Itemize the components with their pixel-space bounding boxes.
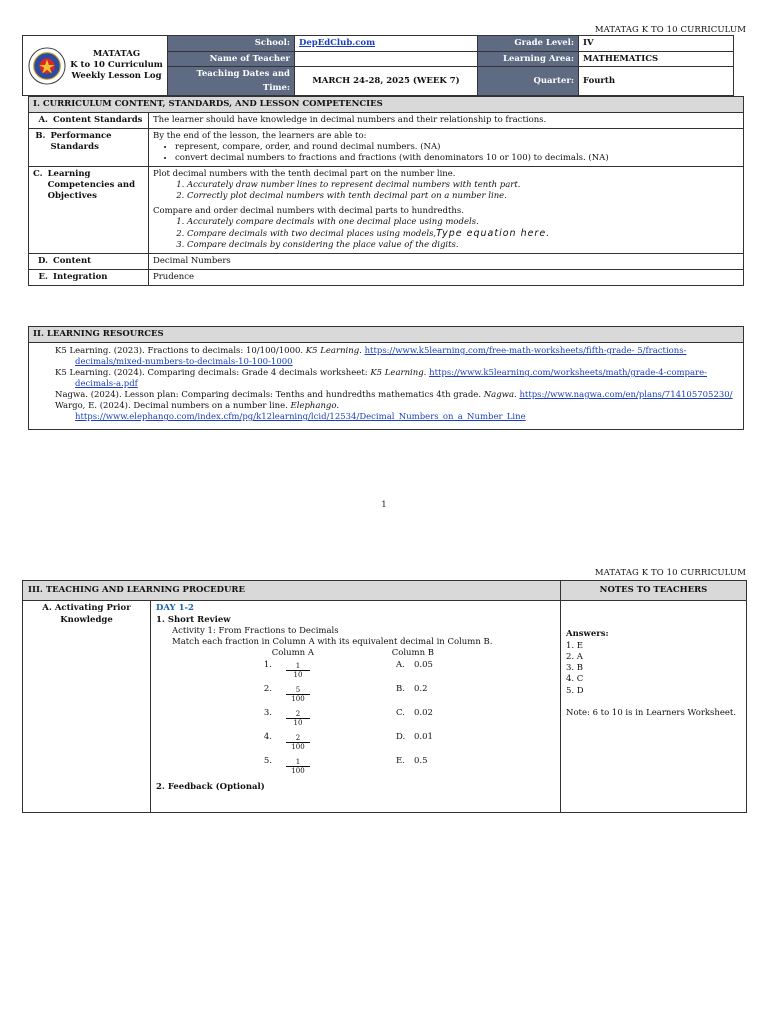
area-value: MATHEMATICS <box>579 51 734 67</box>
curriculum-label: MATATAG K TO 10 CURRICULUM <box>594 25 746 35</box>
integration-label: E. Integration <box>29 270 149 286</box>
list-item: • convert decimal numbers to fractions and fractions (with denominators 10 or 100) to decimals. (NA) <box>175 153 739 164</box>
fraction: $\frac{1}{10}$ <box>286 660 396 679</box>
worksheet-note: Note: 6 to 10 is in Learners Worksheet. <box>566 708 737 719</box>
performance-standards-label: B. Performance Standards <box>29 129 149 167</box>
grade-value: IV <box>579 36 734 52</box>
teacher-label: Name of Teacher <box>168 51 295 67</box>
day-label: DAY 1-2 <box>156 603 194 614</box>
activity-content: DAY 1-2 1. Short Review Activity 1: From Fractions to Decimals Match each fraction in Column A with its equivalent decimal in Column B. Column A Column B 1. $\frac{1}{10}$ A. 0.05 2. $\frac{5}{100}$ B. 0.2 3. $\frac{2}{10}$ C. 0.02 4. $\frac{2}{100}$ D. 0.01 5. $\frac{1}{100}$ E. 0.5 2. Feedback (Optional) <box>151 601 561 813</box>
quarter-value: Fourth <box>579 67 734 96</box>
curriculum-label-page2: MATATAG K TO 10 CURRICULUM <box>594 568 746 578</box>
list-item: 1. Accurately draw number lines to represent decimal numbers with tenth part. <box>187 180 739 191</box>
decimal-value: 0.5 <box>414 755 428 766</box>
answer-item: 2. A <box>566 651 583 662</box>
reference-item: K5 Learning. (2023). Fractions to decimals: 10/100/1000. K5 Learning. https://www.k5learning.com/free-math-worksheets/fifth-grade- 5/fractions-decimals/mixed-numbers-to-decimals-10-100-1000 <box>55 346 687 367</box>
table-row <box>156 660 555 684</box>
content-text: Decimal Numbers <box>149 254 744 270</box>
reference-item: Wargo, E. (2024). Decimal numbers on a number line. Elephango. https://www.elephango.com/index.cfm/pg/k12learning/lcid/12534/Decimal_Numbers_on_a_Number_Line <box>55 401 526 422</box>
teacher-value <box>295 51 478 67</box>
content-standards-label: A. Content Standards <box>29 113 149 129</box>
header-table <box>22 35 734 96</box>
section1-heading: I. CURRICULUM CONTENT, STANDARDS, AND LESSON COMPETENCIES <box>29 97 744 113</box>
reference-item: K5 Learning. (2024). Comparing decimals: Grade 4 decimals worksheet: K5 Learning. https://www.k5learning.com/worksheets/math/grade-4-compare-decimals-a.pdf <box>55 368 707 389</box>
reference-link[interactable]: https://www.elephango.com/index.cfm/pg/k12learning/lcid/12534/Decimal_Numbers_on_a_Number_Line <box>75 412 526 422</box>
deped-seal-icon <box>28 47 66 85</box>
section2-heading: II. LEARNING RESOURCES <box>29 327 744 343</box>
list-item: 2. Compare decimals with two decimal places using models,Type equation here. <box>187 228 739 240</box>
table-row <box>156 684 555 708</box>
option-letter: E. <box>396 755 405 766</box>
column-a-heading: Column A <box>271 648 314 659</box>
grade-label: Grade Level: <box>478 36 579 52</box>
school-label: School: <box>168 36 295 52</box>
reference-list <box>29 343 744 430</box>
area-label: Learning Area: <box>478 51 579 67</box>
option-letter: D. <box>396 731 406 742</box>
quarter-label: Quarter: <box>478 67 579 96</box>
resources-section <box>28 326 744 430</box>
notes-heading: NOTES TO TEACHERS <box>561 581 747 601</box>
list-item: 3. Compare decimals by considering the place value of the digits. <box>187 240 739 251</box>
reference-link[interactable]: https://www.nagwa.com/en/plans/714105705230/ <box>519 390 733 400</box>
decimal-value: 0.02 <box>414 707 433 718</box>
table-row <box>156 708 555 732</box>
curriculum-section <box>28 96 744 286</box>
item-number: 1. <box>263 659 272 670</box>
notes-content: Answers: 1. E 2. A 3. B 4. C 5. D Note: 6 to 10 is in Learners Worksheet. <box>561 601 747 813</box>
item-number: 4. <box>263 731 272 742</box>
option-letter: A. <box>396 659 405 670</box>
content-standards-text: The learner should have knowledge in decimal numbers and their relationship to fractions. <box>149 113 744 129</box>
page-number: 1 <box>381 500 387 510</box>
integration-text: Prudence <box>149 270 744 286</box>
fraction: $\frac{2}{100}$ <box>286 732 396 751</box>
school-value[interactable]: DepEdClub.com <box>295 36 478 52</box>
fraction: $\frac{1}{100}$ <box>286 756 396 775</box>
decimal-value: 0.2 <box>414 683 428 694</box>
reference-link[interactable]: https://www.k5learning.com/free-math-worksheets/fifth-grade- 5/fractions-decimals/mixed-numbers-to-decimals-10-100-1000 <box>75 346 687 367</box>
activating-label: A. Activating Prior Knowledge <box>23 601 151 813</box>
competencies-text: Plot decimal numbers with the tenth decimal part on the number line. 1. Accurately draw number lines to represent decimal numbers with tenth part. 2. Correctly plot decimal numbers with tenth decimal part on a number line. Compare and order decimal numbers with decimal parts to hundredths. 1. Accurately compare decimals with one decimal place using models. 2. Compare decimals with two decimal places using models,Type equation here. 3. Compare decimals by considering the place value of the digits. <box>149 167 744 254</box>
reference-item: Nagwa. (2024). Lesson plan: Comparing decimals: Tenths and hundredths mathematics 4th grade. Nagwa. https://www.nagwa.com/en/plans/714105705230/ <box>55 390 733 400</box>
option-letter: B. <box>396 683 405 694</box>
table-row <box>156 732 555 756</box>
procedure-section <box>22 580 747 813</box>
competencies-label: C. Learning Competencies and Objectives <box>29 167 149 254</box>
section3-heading: III. TEACHING AND LEARNING PROCEDURE <box>23 581 561 601</box>
decimal-value: 0.05 <box>414 659 433 670</box>
decimal-value: 0.01 <box>414 731 433 742</box>
matching-table <box>156 660 555 780</box>
dates-label: Teaching Dates and Time: <box>168 67 295 96</box>
performance-standards-text: By the end of the lesson, the learners are able to: • represent, compare, order, and round decimal numbers. (NA) • convert decimal numbers to fractions and fractions (with denominators 10 or 100) to decimals. (NA) <box>149 129 744 167</box>
answer-item: 4. C <box>566 674 584 685</box>
item-number: 2. <box>263 683 272 694</box>
answer-item: 1. E <box>566 640 584 651</box>
reference-link[interactable]: https://www.k5learning.com/worksheets/math/grade-4-compare-decimals-a.pdf <box>75 368 707 389</box>
answer-item: 3. B <box>566 663 584 674</box>
option-letter: C. <box>396 707 405 718</box>
table-row <box>156 756 555 780</box>
dates-value: MARCH 24-28, 2025 (WEEK 7) <box>295 67 478 96</box>
item-number: 3. <box>263 707 272 718</box>
content-label: D. Content <box>29 254 149 270</box>
answer-item: 5. D <box>566 685 584 696</box>
list-item: • represent, compare, order, and round decimal numbers. (NA) <box>175 142 739 153</box>
fraction: $\frac{5}{100}$ <box>286 684 396 703</box>
item-number: 5. <box>263 755 272 766</box>
fraction: $\frac{2}{10}$ <box>286 708 396 727</box>
list-item: 1. Accurately compare decimals with one decimal place using models. <box>187 217 739 228</box>
equation-placeholder[interactable]: Type equation here. <box>436 228 551 239</box>
column-b-heading: Column B <box>391 648 434 659</box>
list-item: 2. Correctly plot decimal numbers with tenth decimal part on a number line. <box>187 191 739 202</box>
logo-cell <box>23 36 168 96</box>
header-title: MATATAG K to 10 Curriculum Weekly Lesson Log <box>70 49 163 81</box>
